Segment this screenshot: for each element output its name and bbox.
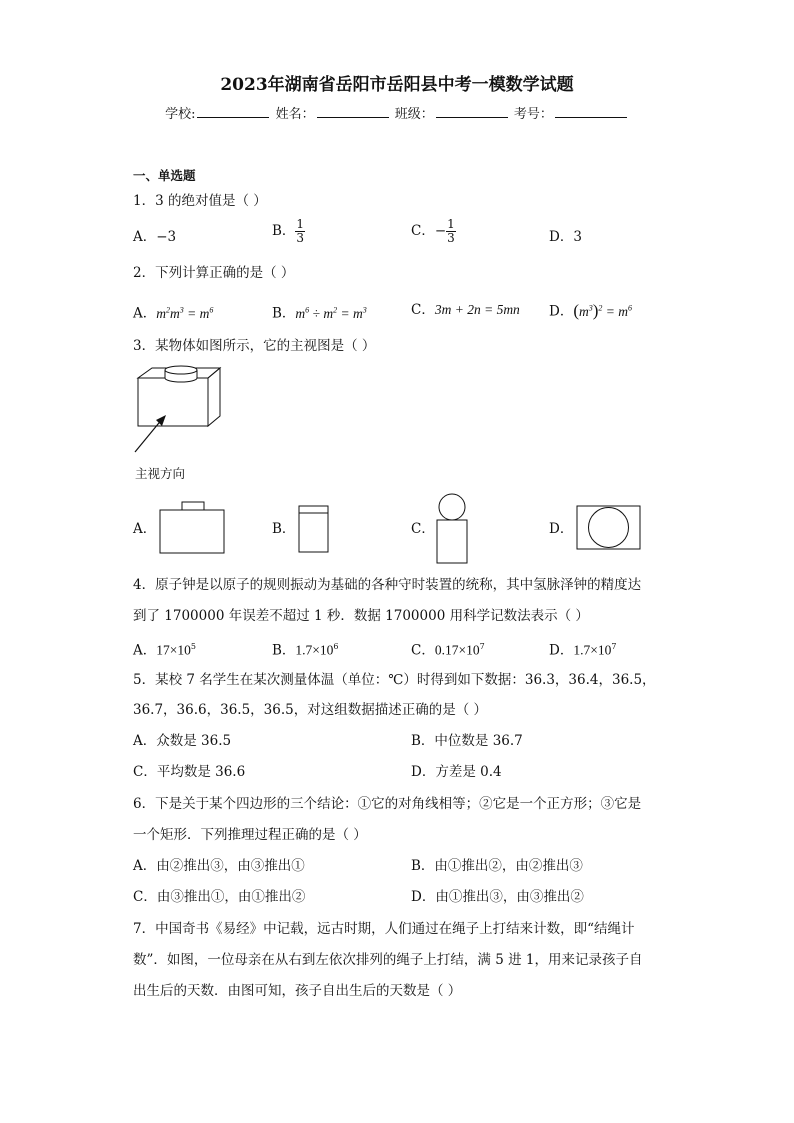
q4-d-prefix: D．: [549, 642, 574, 659]
q3-option-c-figure: [434, 492, 470, 566]
q4-d-val: 1.7×10: [573, 642, 612, 658]
q6-line2: 一个矩形．下列推理过程正确的是（ ）: [133, 827, 367, 843]
q1-option-c: [411, 218, 456, 245]
q3-option-c-label: C．: [411, 521, 435, 537]
q6-option-a: A．由②推出③，由③推出①: [133, 858, 305, 874]
q2-c-prefix: C．: [411, 302, 435, 318]
q4-a-exp: 5: [190, 642, 196, 651]
q3-option-b-label: B．: [272, 521, 296, 537]
q5-option-d: D．方差是 0.4: [411, 764, 502, 780]
q1-c-den: 3: [447, 231, 455, 245]
page-title: 2023年湖南省岳阳市岳阳县中考一模数学试题: [220, 75, 574, 95]
q2-option-c: [411, 301, 520, 319]
exam-no-blank[interactable]: [555, 104, 627, 118]
student-info-row: [0, 103, 794, 122]
q1-b-num: 1: [296, 217, 305, 231]
q4-c-val: 0.17×10: [434, 642, 480, 658]
q6-option-b: B．由①推出②，由②推出③: [411, 858, 583, 874]
q1-c-num: 1: [447, 217, 455, 231]
q3-option-a-label: A．: [133, 521, 157, 537]
q7-line2: 数”．如图，一位母亲在从右到左依次排列的绳子上打结，满 5 进 1，用来记录孩子自: [133, 952, 643, 968]
section-title: 一、单选题: [133, 168, 196, 183]
q4-b-prefix: B．: [272, 642, 296, 659]
q5-line1: 5．某校 7 名学生在某次测量体温（单位：℃）时得到如下数据：36.3，36.4，36.5，: [133, 672, 656, 688]
q2-c-expr: 3m + 2n = 5mn: [434, 302, 520, 317]
q3-stem: 3．某物体如图所示，它的主视图是（ ）: [133, 338, 376, 354]
school-blank[interactable]: [197, 104, 269, 118]
q1-stem: 1．3 的绝对值是（ ）: [133, 193, 267, 209]
q4-option-a: [133, 638, 196, 660]
q6-option-c: C．由③推出①，由①推出②: [133, 889, 306, 905]
q4-line2: 到了 1700000 年误差不超过 1 秒．数据 1700000 用科学记数法表示（ ）: [133, 608, 589, 624]
exam-no-label: 考号：: [513, 107, 553, 122]
q2-a-expr: $m^2m^3 = m^6$: [156, 305, 214, 321]
class-blank[interactable]: [436, 104, 508, 118]
q4-option-c: [411, 638, 485, 660]
q4-c-exp: 7: [479, 642, 485, 651]
q2-stem: 2．下列计算正确的是（ ）: [133, 265, 295, 281]
cylinder-top: [165, 366, 197, 374]
q4-a-val: 17×10: [156, 642, 191, 658]
q5-option-a: A．众数是 36.5: [133, 733, 232, 749]
q4-option-b: [272, 638, 339, 660]
q2-d-prefix: D．: [549, 303, 574, 320]
q3-option-d-label: D．: [549, 521, 574, 537]
q1-b-den: 3: [296, 231, 305, 245]
view-arrow-line: [135, 418, 163, 452]
q6-line1: 6．下是关于某个四边形的三个结论：①它的对角线相等；②它是一个正方形；③它是: [133, 796, 642, 812]
q4-option-d: [549, 638, 616, 660]
school-label: 学校:: [165, 107, 196, 122]
object-side-face: [208, 368, 220, 426]
q4-b-exp: 6: [333, 642, 339, 651]
q3-object-figure: [130, 360, 230, 460]
q4-a-prefix: A．: [133, 642, 157, 659]
name-blank[interactable]: [317, 104, 389, 118]
q2-b-prefix: B．: [272, 305, 296, 322]
q2-d-expr: $(m^3)^2 = m^6$: [573, 300, 633, 320]
q2-a-prefix: A．: [133, 305, 157, 322]
q2-b-expr: $m^6 \div m^2 = m^3$: [295, 305, 367, 321]
q1-option-a: A．−3: [133, 229, 177, 245]
q1-option-d: D．3: [549, 229, 582, 245]
q1-c-fraction: [446, 218, 456, 245]
name-label: 姓名：: [275, 107, 315, 122]
q7-line1: 7．中国奇书《易经》中记载，远古时期，人们通过在绳子上打结来计数，即“结绳计: [133, 921, 635, 937]
q1-b-prefix: B．: [272, 223, 296, 239]
object-front-face: [138, 378, 208, 426]
q3-caption: 主视方向: [135, 466, 186, 481]
q7-line3: 出生后的天数．由图可知，孩子自出生后的天数是（ ）: [133, 983, 462, 999]
q4-b-val: 1.7×10: [295, 642, 334, 658]
q1-option-b: [272, 218, 305, 245]
q2-option-a: [133, 301, 213, 323]
q4-c-prefix: C．: [411, 642, 435, 659]
class-label: 班级：: [394, 107, 434, 122]
q6-option-d: D．由①推出③，由③推出②: [411, 889, 584, 905]
q4-d-exp: 7: [611, 642, 617, 651]
q3-option-a-figure: [158, 500, 226, 556]
q2-option-b: [272, 301, 367, 323]
q4-line1: 4．原子钟是以原子的规则振动为基础的各种守时装置的统称，其中氢脉泽钟的精度达: [133, 577, 642, 593]
q5-option-b: B．中位数是 36.7: [411, 733, 523, 749]
q1-c-prefix: C．−: [411, 223, 447, 239]
q2-option-d: [549, 299, 632, 321]
q5-line2: 36.7，36.6，36.5，36.5，对这组数据描述正确的是（ ）: [133, 702, 488, 718]
q3-option-b-figure: [297, 504, 331, 556]
q1-b-fraction: [295, 218, 305, 245]
q5-option-c: C．平均数是 36.6: [133, 764, 246, 780]
q3-option-d-figure: [575, 504, 643, 552]
